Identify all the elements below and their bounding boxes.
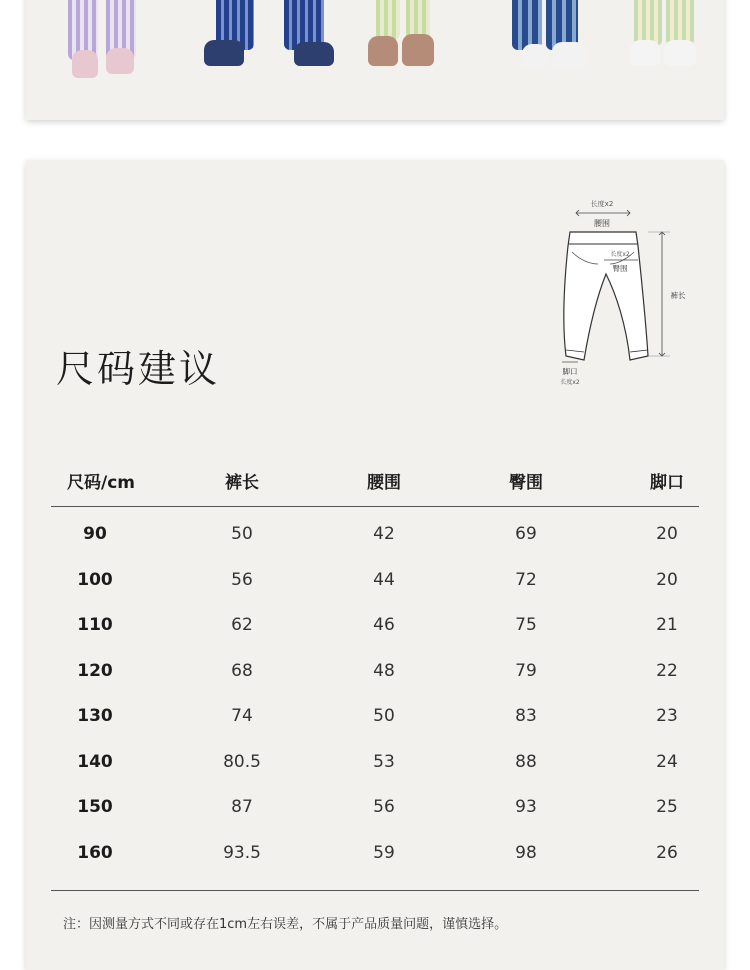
size-cell: 100	[77, 569, 113, 590]
measure-cell: 20	[656, 524, 678, 544]
diagram-top-length-label: 长度x2	[590, 200, 614, 208]
product-photo-strip	[26, 0, 724, 120]
kid-photo-green-stripe	[362, 0, 442, 80]
header-length: 裤长	[225, 473, 259, 493]
size-cell: 160	[77, 842, 113, 863]
kid-photo-blue-plaid	[512, 0, 602, 80]
measure-cell: 72	[515, 569, 537, 590]
size-table-header	[51, 450, 699, 507]
measure-cell: 80.5	[223, 751, 261, 772]
header-hip: 臀围	[509, 473, 543, 493]
measure-cell: 50	[373, 706, 395, 726]
measure-cell: 59	[373, 842, 395, 863]
measure-cell: 25	[656, 797, 678, 817]
table-row	[51, 740, 699, 786]
size-chart-card	[26, 160, 724, 970]
measure-cell: 93	[515, 797, 537, 817]
table-bottom-divider	[51, 890, 699, 891]
measure-cell: 46	[373, 615, 395, 635]
measure-cell: 20	[656, 569, 678, 590]
measure-cell: 26	[656, 842, 678, 863]
size-cell: 90	[83, 524, 107, 544]
table-row	[51, 785, 699, 831]
measure-cell: 83	[515, 706, 537, 726]
diagram-waist-label: 腰围	[594, 219, 610, 228]
measure-cell: 87	[231, 797, 253, 817]
diagram-hem-length-label: 长度x2	[560, 379, 580, 386]
measurement-note: 注：因测量方式不同或存在1cm左右误差，不属于产品质量问题，谨慎选择。	[63, 917, 508, 932]
size-cell: 130	[77, 706, 113, 726]
measure-cell: 56	[373, 797, 395, 817]
measure-cell: 22	[656, 660, 678, 681]
section-title: 尺码建议	[56, 347, 221, 391]
measure-cell: 23	[656, 706, 678, 726]
measure-cell: 44	[373, 569, 395, 590]
measure-cell: 21	[656, 615, 678, 635]
measure-cell: 68	[231, 660, 253, 681]
measure-cell: 98	[515, 842, 537, 863]
measure-cell: 48	[373, 660, 395, 681]
kid-photo-blue-stripe	[196, 0, 336, 80]
diagram-pant-length-label: 裤长	[670, 291, 686, 300]
measure-cell: 74	[231, 706, 253, 726]
measure-cell: 75	[515, 615, 537, 635]
measure-cell: 53	[373, 751, 395, 772]
measure-cell: 24	[656, 751, 678, 772]
diagram-hip-label: 臀围	[612, 264, 628, 273]
size-cell: 140	[77, 751, 113, 772]
measure-cell: 79	[515, 660, 537, 681]
kid-photo-purple-stripe	[64, 0, 144, 85]
measure-cell: 50	[231, 524, 253, 544]
header-size: 尺码/cm	[67, 473, 135, 493]
table-row	[51, 831, 699, 877]
measure-cell: 93.5	[223, 842, 261, 863]
size-table-body	[51, 507, 699, 876]
measure-cell: 62	[231, 615, 253, 635]
measure-cell: 56	[231, 569, 253, 590]
kid-photo-light-green-stripe	[626, 0, 706, 80]
diagram-hip-length-label: 长度x2	[610, 251, 630, 258]
size-cell: 150	[77, 797, 113, 817]
measure-cell: 42	[373, 524, 395, 544]
header-waist: 腰围	[367, 473, 401, 493]
table-row	[51, 558, 699, 604]
header-hem: 脚口	[650, 473, 684, 493]
size-cell: 120	[77, 660, 113, 681]
table-row	[51, 694, 699, 740]
measure-cell: 69	[515, 524, 537, 544]
measure-cell: 88	[515, 751, 537, 772]
size-table	[51, 450, 699, 876]
table-row	[51, 512, 699, 558]
table-row	[51, 603, 699, 649]
diagram-hem-label: 脚口	[562, 367, 578, 376]
table-row	[51, 649, 699, 695]
pants-measurement-diagram	[550, 194, 720, 394]
size-cell: 110	[77, 615, 113, 635]
